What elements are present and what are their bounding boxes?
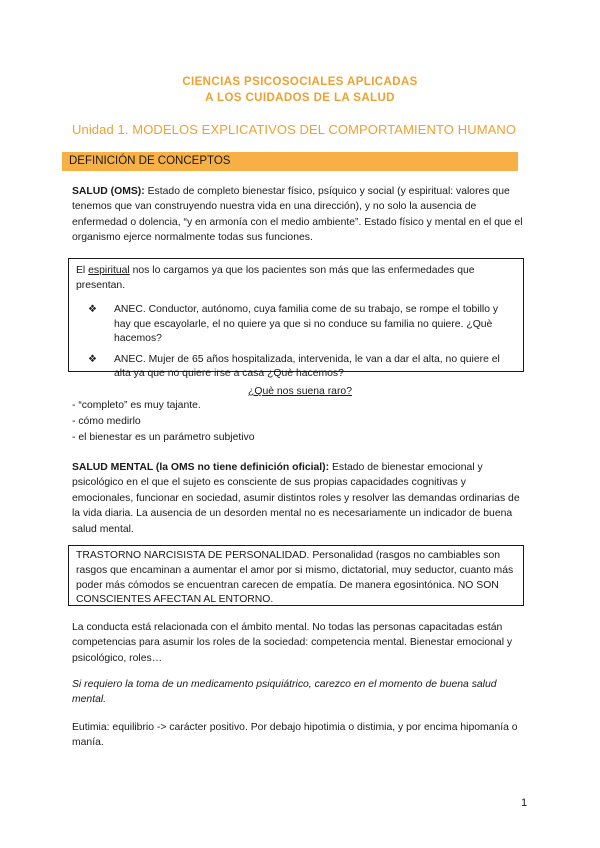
- salud-mental-text: Estado de bienestar emocional y psicológico en el que el sujeto es consciente de sus propias capacidades cognitivas y emocionales, funcionar en sociedad, asumir distintos roles y resolver las demandas ordinarias de la vida diaria. La ausencia de un desorden mental no es necesariamente un indicador de buena salud mental.: [72, 462, 520, 535]
- espiritual-underlined: espiritual: [88, 265, 130, 276]
- anecdote-list: [88, 303, 516, 388]
- espiritual-note-end: nos lo cargamos ya que los pacientes son más que las enfermedades que presentan.: [76, 265, 475, 291]
- raro-question: ¿Què nos suena raro?: [248, 386, 352, 397]
- document-title-line-2: A LOS CUIDADOS DE LA SALUD: [205, 92, 395, 104]
- list-item: [88, 303, 516, 347]
- raro-list: [72, 398, 255, 446]
- list-item: - “completo” es muy tajante.: [72, 400, 201, 411]
- salud-definition: [72, 184, 528, 246]
- diamond-bullet-icon: ❖: [88, 353, 97, 365]
- conducta-paragraph: La conducta está relacionada con el ámbito mental. No todas las personas capacitadas están competencias para asumir los roles de la sociedad: competencia mental. Bienestar emocional y psicológico, roles…: [72, 622, 513, 664]
- salud-mental-definition: [72, 460, 528, 537]
- salud-text: Estado de completo bienestar físico, psíquico y social (y espiritual: valores que tenemos que van construyendo nuestra vida en una dirección), y no solo la ausencia de enfermedad o dolencia, “y en armonía con el medio ambiente”. Estado físico y mental en el que el organismo ejerce normalmente todas sus funciones.: [72, 186, 523, 244]
- salud-mental-term: SALUD MENTAL (la OMS no tiene definición oficial):: [72, 462, 330, 473]
- unit-heading: Unidad 1. MODELOS EXPLICATIVOS DEL COMPORTAMIENTO HUMANO: [72, 122, 517, 137]
- list-item: - el bienestar es un parámetro subjetivo: [72, 432, 255, 443]
- salud-term: SALUD (OMS):: [72, 186, 145, 197]
- list-item: - cómo medirlo: [72, 416, 141, 427]
- section-heading: DEFINICIÓN DE CONCEPTOS: [69, 155, 231, 167]
- page-number: 1: [521, 797, 528, 809]
- narcisista-note: TRASTORNO NARCISISTA DE PERSONALIDAD. Personalidad (rasgos no cambiables son rasgos que encaminan a aumentar el amor por si mismo, dictatorial, muy seductor, cuanto más poder más cómodos se encuentran carecen de empatía. De manera egosintónica. NO SON CONSCIENTES AFECTAN AL ENTORNO.: [76, 550, 514, 606]
- medicamento-paragraph: Si requiero la toma de un medicamento psiquiátrico, carezco en el momento de buena salud mental.: [72, 679, 497, 706]
- eutimia-paragraph: Eutimia: equilibrio -> carácter positivo. Por debajo hipotimia o distimia, y por encima hipomanía o manía.: [72, 722, 518, 749]
- anecdote-text: ANEC. Conductor, autónomo, cuya familia come de su trabajo, se rompe el tobillo y hay que escayolarle, el no quiere ya que si no conduce su familia no quiere. ¿Què hacemos?: [114, 304, 499, 345]
- diamond-bullet-icon: ❖: [88, 304, 97, 315]
- espiritual-note: [76, 264, 516, 294]
- document-title-line-1: CIENCIAS PSICOSOCIALES APLICADAS: [182, 76, 418, 88]
- list-item: [88, 353, 516, 382]
- anecdote-text: ANEC. Mujer de 65 años hospitalizada, intervenida, le van a dar el alta, no quiere el alta ya que no quiere irse a casa ¿Què hacemos?: [114, 353, 500, 380]
- espiritual-note-start: El: [76, 265, 89, 276]
- section-heading-bar: [62, 152, 518, 171]
